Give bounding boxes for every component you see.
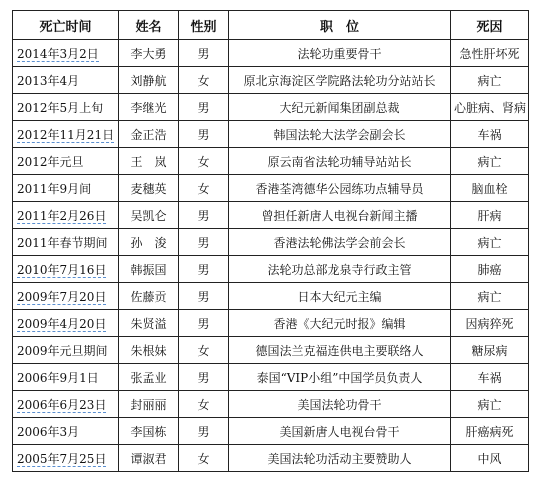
- gender-cell: 女: [179, 175, 229, 202]
- gender-cell: 女: [179, 148, 229, 175]
- date-cell: [13, 40, 119, 67]
- table-row: [13, 40, 529, 67]
- gender-cell: 男: [179, 40, 229, 67]
- table-row: [13, 202, 529, 229]
- date-cell: [13, 445, 119, 472]
- name-cell: 孙 浚: [119, 229, 179, 256]
- date-text: 2005年7月25日: [17, 451, 107, 466]
- table-row: [13, 337, 529, 364]
- header-date: 死亡时间: [13, 11, 119, 40]
- gender-cell: 男: [179, 283, 229, 310]
- name-cell: 封丽丽: [119, 391, 179, 418]
- table-row: [13, 418, 529, 445]
- gender-cell: 男: [179, 94, 229, 121]
- date-cell: [13, 94, 119, 121]
- table-row: [13, 229, 529, 256]
- cause-cell: 心脏病、肾病: [451, 94, 529, 121]
- gender-cell: 女: [179, 445, 229, 472]
- date-text: 2011年2月26日: [17, 208, 107, 223]
- date-text: 2009年7月20日: [17, 289, 107, 304]
- name-cell: 谭淑君: [119, 445, 179, 472]
- position-cell: 大纪元新闻集团副总裁: [229, 94, 451, 121]
- position-cell: 德国法兰克福连供电主要联络人: [229, 337, 451, 364]
- name-cell: 朱贤溢: [119, 310, 179, 337]
- date-text: 2009年4月20日: [17, 316, 107, 331]
- header-gender: 性别: [179, 11, 229, 40]
- position-cell: 原北京海淀区学院路法轮功分站站长: [229, 67, 451, 94]
- date-text: 2011年9月间: [17, 181, 92, 196]
- table-row: [13, 256, 529, 283]
- date-cell: [13, 310, 119, 337]
- name-cell: 张孟业: [119, 364, 179, 391]
- date-cell: [13, 283, 119, 310]
- date-cell: [13, 391, 119, 418]
- date-cell: [13, 337, 119, 364]
- date-text: 2011年春节期间: [17, 235, 108, 250]
- date-text: 2012年5月上旬: [17, 100, 104, 115]
- name-cell: 佐藤贡: [119, 283, 179, 310]
- date-text: 2013年4月: [17, 73, 80, 88]
- position-cell: 香港荃湾德华公园练功点辅导员: [229, 175, 451, 202]
- table-body: [13, 40, 529, 472]
- cause-cell: 脑血栓: [451, 175, 529, 202]
- cause-cell: 病亡: [451, 229, 529, 256]
- cause-cell: 因病猝死: [451, 310, 529, 337]
- table-row: [13, 67, 529, 94]
- position-cell: 法轮功总部龙泉寺行政主管: [229, 256, 451, 283]
- header-name: 姓名: [119, 11, 179, 40]
- name-cell: 李大勇: [119, 40, 179, 67]
- table-row: [13, 364, 529, 391]
- date-cell: [13, 256, 119, 283]
- position-cell: 日本大纪元主编: [229, 283, 451, 310]
- name-cell: 韩振国: [119, 256, 179, 283]
- cause-cell: 肝癌病死: [451, 418, 529, 445]
- cause-cell: 病亡: [451, 67, 529, 94]
- name-cell: 朱根妹: [119, 337, 179, 364]
- position-cell: 美国新唐人电视台骨干: [229, 418, 451, 445]
- position-cell: 美国法轮功活动主要赞助人: [229, 445, 451, 472]
- gender-cell: 男: [179, 229, 229, 256]
- position-cell: 香港《大纪元时报》编辑: [229, 310, 451, 337]
- date-text: 2014年3月2日: [17, 46, 99, 61]
- table-row: [13, 310, 529, 337]
- table-row: [13, 148, 529, 175]
- date-cell: [13, 148, 119, 175]
- cause-cell: 肝病: [451, 202, 529, 229]
- header-position: 职 位: [229, 11, 451, 40]
- gender-cell: 女: [179, 67, 229, 94]
- date-text: 2012年11月21日: [17, 127, 115, 142]
- cause-cell: 糖尿病: [451, 337, 529, 364]
- date-text: 2012年元旦: [17, 154, 84, 169]
- name-cell: 王 岚: [119, 148, 179, 175]
- gender-cell: 男: [179, 418, 229, 445]
- date-text: 2006年9月1日: [17, 370, 99, 385]
- table-row: [13, 94, 529, 121]
- cause-cell: 病亡: [451, 148, 529, 175]
- position-cell: 曾担任新唐人电视台新闻主播: [229, 202, 451, 229]
- date-text: 2010年7月16日: [17, 262, 107, 277]
- name-cell: 吴凯仑: [119, 202, 179, 229]
- date-cell: [13, 121, 119, 148]
- date-text: 2006年6月23日: [17, 397, 107, 412]
- position-cell: 韩国法轮大法学会副会长: [229, 121, 451, 148]
- gender-cell: 男: [179, 202, 229, 229]
- name-cell: 刘静航: [119, 67, 179, 94]
- cause-cell: 车祸: [451, 364, 529, 391]
- table-row: [13, 391, 529, 418]
- name-cell: 麦穗英: [119, 175, 179, 202]
- cause-cell: 车祸: [451, 121, 529, 148]
- date-cell: [13, 202, 119, 229]
- death-record-table-page: [12, 10, 528, 488]
- date-cell: [13, 175, 119, 202]
- death-record-table: [12, 10, 529, 472]
- cause-cell: 中风: [451, 445, 529, 472]
- gender-cell: 男: [179, 121, 229, 148]
- cause-cell: 病亡: [451, 391, 529, 418]
- cause-cell: 肺癌: [451, 256, 529, 283]
- position-cell: 泰国“VIP小组”中国学员负责人: [229, 364, 451, 391]
- position-cell: 法轮功重要骨干: [229, 40, 451, 67]
- date-cell: [13, 364, 119, 391]
- date-text: 2009年元旦期间: [17, 343, 108, 358]
- header-cause: 死因: [451, 11, 529, 40]
- table-row: [13, 445, 529, 472]
- gender-cell: 男: [179, 310, 229, 337]
- cause-cell: 病亡: [451, 283, 529, 310]
- table-row: [13, 175, 529, 202]
- gender-cell: 男: [179, 364, 229, 391]
- position-cell: 原云南省法轮功辅导站站长: [229, 148, 451, 175]
- table-row: [13, 283, 529, 310]
- gender-cell: 女: [179, 391, 229, 418]
- date-cell: [13, 67, 119, 94]
- date-text: 2006年3月: [17, 424, 80, 439]
- name-cell: 李国栋: [119, 418, 179, 445]
- gender-cell: 女: [179, 337, 229, 364]
- name-cell: 金正浩: [119, 121, 179, 148]
- date-cell: [13, 418, 119, 445]
- position-cell: 美国法轮功骨干: [229, 391, 451, 418]
- gender-cell: 男: [179, 256, 229, 283]
- position-cell: 香港法轮佛法学会前会长: [229, 229, 451, 256]
- date-cell: [13, 229, 119, 256]
- name-cell: 李继光: [119, 94, 179, 121]
- table-row: [13, 121, 529, 148]
- header-row: [13, 11, 529, 40]
- cause-cell: 急性肝坏死: [451, 40, 529, 67]
